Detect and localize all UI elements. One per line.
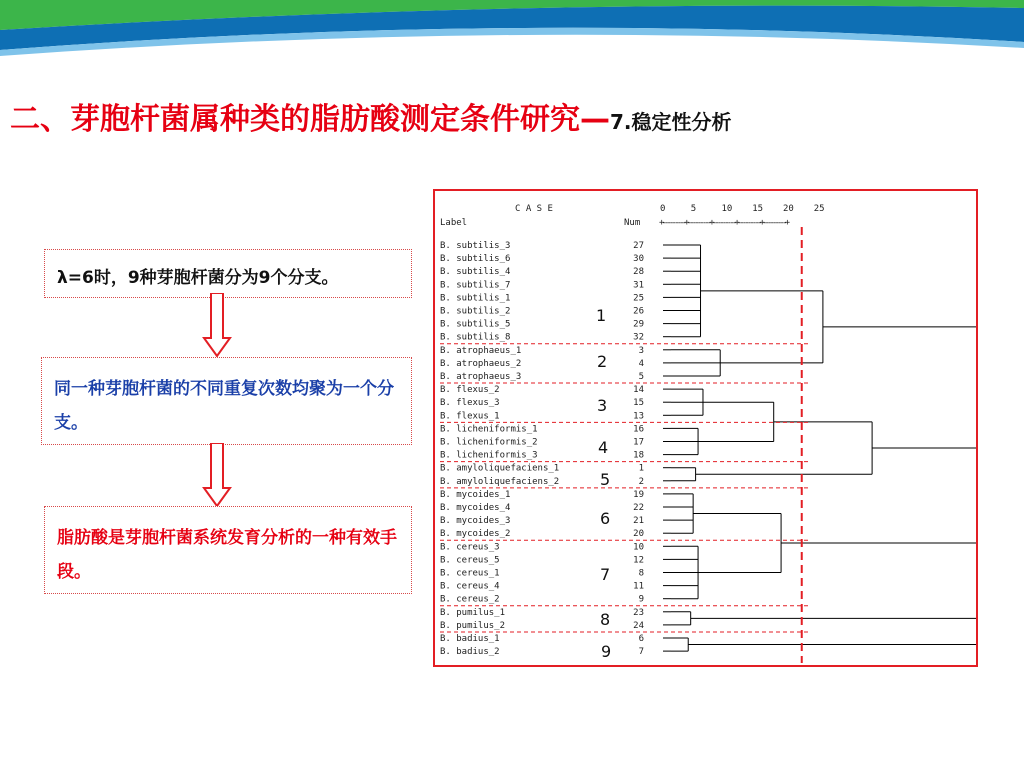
row-num: 14 — [633, 385, 644, 396]
row-label: B. mycoides_1 — [440, 489, 511, 500]
scale-tick-label: 20 — [783, 204, 794, 214]
cluster-number-label: 7 — [600, 565, 611, 584]
cluster-number-label: 1 — [596, 306, 607, 325]
row-num: 32 — [633, 332, 644, 343]
row-num: 20 — [633, 529, 644, 540]
row-label: B. subtilis_4 — [440, 267, 511, 278]
title-main: 二、芽胞杆菌属种类的脂肪酸测定条件研究— — [10, 102, 610, 137]
row-num: 1 — [638, 463, 644, 474]
row-num: 22 — [633, 503, 644, 513]
scale-tick-label: 5 — [690, 204, 697, 214]
scale-tick-label: 10 — [721, 204, 733, 214]
row-num: 21 — [633, 516, 644, 527]
row-num: 28 — [633, 267, 644, 278]
row-label: B. cereus_3 — [440, 542, 500, 553]
page-title — [10, 94, 732, 138]
cluster-number-label: 5 — [600, 470, 611, 489]
row-label: B. mycoides_4 — [440, 503, 511, 513]
cluster-number-label: 4 — [598, 438, 609, 457]
row-num: 9 — [638, 594, 644, 605]
header-banner — [0, 0, 1024, 75]
row-label: B. subtilis_2 — [440, 306, 511, 317]
row-num: 7 — [638, 647, 644, 658]
row-num: 24 — [633, 620, 644, 631]
row-num: 12 — [633, 555, 644, 566]
row-num: 13 — [633, 411, 644, 422]
header-label: Label — [440, 218, 468, 228]
text-box-replicates: 同一种芽胞杆菌的不同重复次数均聚为一个分支。 — [41, 357, 412, 445]
header-num: Num — [624, 218, 641, 228]
row-label: B. subtilis_3 — [440, 241, 511, 251]
scale-tick-label: 25 — [813, 204, 825, 214]
row-label: B. subtilis_8 — [440, 332, 511, 343]
row-num: 19 — [633, 489, 644, 500]
row-label: B. pumilus_2 — [440, 620, 506, 631]
row-label: B. amyloliquefaciens_2 — [440, 476, 560, 487]
row-label: B. cereus_1 — [440, 568, 500, 579]
row-label: B. subtilis_7 — [440, 280, 511, 291]
row-num: 15 — [633, 398, 644, 409]
row-label: B. flexus_3 — [440, 398, 500, 409]
row-label: B. amyloliquefaciens_1 — [440, 463, 560, 474]
row-label: B. badius_1 — [440, 634, 500, 644]
cluster-number-label: 3 — [597, 396, 608, 415]
row-num: 2 — [638, 476, 644, 487]
row-label: B. atrophaeus_1 — [440, 345, 522, 356]
cluster-number-label: 9 — [601, 642, 612, 661]
row-num: 29 — [633, 319, 644, 330]
row-label: B. cereus_4 — [440, 581, 500, 592]
row-num: 25 — [633, 293, 644, 304]
row-label: B. licheniformis_1 — [440, 424, 538, 435]
down-arrow-icon — [202, 293, 232, 358]
row-label: B. licheniformis_3 — [440, 450, 538, 461]
row-label: B. flexus_1 — [440, 411, 500, 422]
cluster-number-label: 2 — [597, 352, 608, 371]
row-num: 4 — [638, 358, 644, 369]
title-sub: 7.稳定性分析 — [610, 110, 732, 134]
row-label: B. cereus_5 — [440, 555, 500, 566]
cluster-number-label: 6 — [600, 509, 611, 528]
row-num: 26 — [633, 306, 644, 317]
row-num: 10 — [633, 542, 644, 553]
row-num: 3 — [638, 345, 644, 356]
row-label: B. subtilis_6 — [440, 254, 511, 265]
scale-tick-label: 0 — [660, 204, 666, 214]
row-label: B. badius_2 — [440, 647, 500, 658]
row-label: B. subtilis_1 — [440, 293, 511, 304]
row-num: 17 — [633, 437, 644, 448]
scale-tick-label: 15 — [752, 204, 764, 214]
down-arrow-icon — [202, 443, 232, 508]
row-label: B. atrophaeus_2 — [440, 358, 522, 369]
row-num: 5 — [638, 372, 644, 382]
row-num: 16 — [633, 424, 644, 435]
row-num: 30 — [633, 254, 644, 265]
row-num: 8 — [638, 568, 644, 579]
row-num: 31 — [633, 280, 644, 291]
row-label: B. mycoides_3 — [440, 516, 511, 527]
row-num: 18 — [633, 450, 644, 461]
row-num: 6 — [638, 634, 644, 644]
row-num: 27 — [633, 241, 644, 251]
row-num: 23 — [633, 607, 644, 618]
row-label: B. mycoides_2 — [440, 529, 511, 540]
row-label: B. flexus_2 — [440, 385, 500, 396]
text-box-lambda: λ=6时，9种芽胞杆菌分为9个分支。 — [44, 249, 412, 298]
row-label: B. atrophaeus_3 — [440, 372, 522, 382]
dendrogram-panel — [433, 189, 978, 667]
row-label: B. subtilis_5 — [440, 319, 511, 330]
row-label: B. pumilus_1 — [440, 607, 506, 618]
scale-rule: +---------+---------+---------+---------+---------+ — [659, 218, 791, 228]
dendrogram — [435, 191, 976, 665]
row-label: B. cereus_2 — [440, 594, 500, 605]
cluster-number-label: 8 — [600, 610, 611, 629]
text-box-conclusion: 脂肪酸是芽胞杆菌系统发育分析的一种有效手段。 — [44, 506, 412, 594]
row-label: B. licheniformis_2 — [440, 437, 538, 448]
header-case: C A S E — [515, 204, 553, 214]
row-num: 11 — [633, 581, 644, 592]
